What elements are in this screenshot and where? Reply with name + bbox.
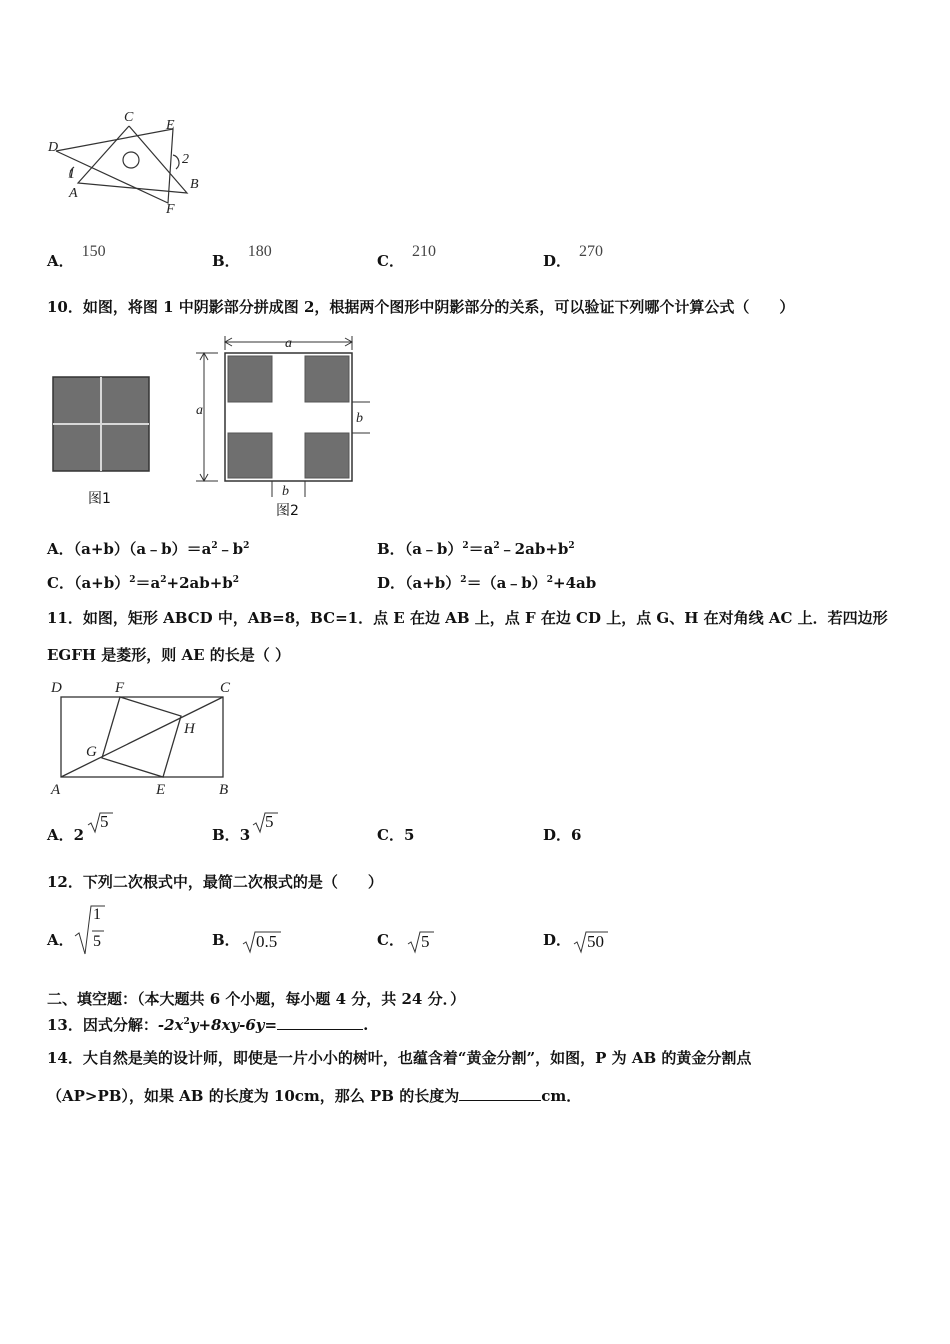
q12-option-c-radicand: 5	[421, 932, 430, 951]
q10-figure-1	[52, 376, 152, 474]
q14-line-1: 14．大自然是美的设计师，即使是一片小小的树叶，也蕴含着“黄金分割”，如图，P 为 AB 的黄金分割点	[47, 1049, 752, 1067]
q12-option-b-radicand: 0.5	[256, 932, 278, 951]
q10-fig2-label-b-bottom: b	[282, 484, 289, 499]
q11-stem-line-2: EGFH 是菱形，则 AE 的长是（ ）	[47, 646, 291, 664]
q13-expr-part: -2x	[157, 1016, 184, 1034]
q13-expr-sup: 2	[183, 1017, 190, 1027]
option-letter: B．	[212, 931, 240, 949]
q11-label-d: D	[51, 680, 62, 696]
option-letter: D．	[543, 252, 572, 270]
q9-option-b[interactable]	[212, 243, 272, 271]
q10-option-c[interactable]	[47, 572, 239, 593]
q12-option-b[interactable]	[212, 929, 240, 950]
option-letter: B．	[212, 252, 240, 270]
option-letter: A．	[47, 826, 74, 844]
q9-angle-2-arc	[173, 155, 179, 169]
q11-figure	[45, 675, 245, 800]
formula-sup: 2	[129, 575, 136, 585]
q11-label-c: C	[220, 680, 231, 696]
q10-option-d[interactable]	[377, 572, 596, 593]
formula-sup: 2	[232, 575, 240, 585]
q11-label-h: H	[184, 721, 195, 737]
q9-figure	[40, 105, 220, 220]
formula-sup: 2	[243, 541, 250, 551]
q12-stem: 12．下列二次根式中，最简二次根式的是（ ）	[47, 873, 383, 891]
q10-figure-1-caption: 图1	[88, 491, 111, 507]
formula-sup: 2	[493, 541, 500, 551]
q11-label-f: F	[115, 680, 125, 696]
q13-line	[47, 1014, 368, 1035]
option-letter: C．	[47, 574, 74, 592]
q11-option-d[interactable]	[543, 824, 581, 845]
q11-option-b[interactable]	[212, 812, 274, 845]
q9-label-b: B	[190, 177, 199, 192]
q14-line-2-prefix: （AP>PB），如果 AB 的长度为 10cm，那么 PB 的长度为	[47, 1087, 460, 1105]
q12-option-d[interactable]	[543, 929, 571, 950]
q11-diagonal-ac	[61, 697, 223, 777]
q9-label-d: D	[48, 140, 59, 155]
section-2-title: 二、填空题：（本大题共 6 个小题，每小题 4 分，共 24 分．）	[47, 990, 466, 1008]
q12-option-a-denominator: 5	[93, 933, 101, 950]
option-letter: B．	[377, 540, 405, 558]
q10-figure-2	[190, 332, 380, 502]
formula-part: （a+b）	[73, 574, 130, 592]
q11-label-a: A	[51, 782, 61, 798]
formula-part: +4ab	[553, 574, 597, 592]
formula-part: ＝a	[135, 574, 161, 592]
formula-part: ﹣2ab+b	[499, 540, 569, 558]
option-value: 210	[411, 243, 436, 260]
option-value: 270	[579, 243, 604, 260]
q10-option-a[interactable]	[47, 538, 249, 559]
option-letter: C．	[377, 826, 404, 844]
formula-sup: 2	[462, 541, 469, 551]
q12-option-d-radicand: 50	[587, 932, 604, 951]
option-value: 6	[571, 826, 582, 844]
option-letter: A．	[47, 540, 74, 558]
q13-expr-part: y+8xy-6y=	[189, 1016, 278, 1034]
option-letter: C．	[377, 931, 404, 949]
q11-option-c[interactable]	[377, 824, 414, 845]
option-letter: D．	[543, 826, 572, 844]
formula-sup: 2	[546, 575, 554, 585]
formula-sup: 2	[211, 541, 218, 551]
q11-stem-line-1: 11．如图，矩形 ABCD 中，AB=8，BC=1．点 E 在边 AB 上，点 F 在边 CD 上，点 G、H 在对角线 AC 上．若四边形	[47, 609, 888, 627]
option-coefficient: 3	[239, 826, 251, 844]
option-letter: D．	[377, 574, 406, 592]
formula-part: +2ab+b	[166, 574, 233, 592]
q9-option-d[interactable]	[543, 243, 604, 271]
q11-label-b: B	[219, 782, 229, 798]
q14-answer-blank[interactable]	[459, 1100, 541, 1101]
q9-label-f: F	[166, 202, 175, 217]
q12-option-a-radical-icon	[73, 904, 109, 956]
q13-prefix: 13．因式分解：	[47, 1016, 158, 1034]
q9-option-a[interactable]	[47, 243, 106, 271]
formula-sup: 2	[460, 575, 467, 585]
formula-part: ＝a	[468, 540, 494, 558]
q9-label-e: E	[166, 118, 175, 133]
option-letter: C．	[377, 252, 404, 270]
formula-part: （a+b）	[405, 574, 461, 592]
q9-label-a: A	[69, 186, 78, 201]
q12-option-a-numerator: 1	[93, 906, 101, 923]
q11-option-a[interactable]	[47, 812, 109, 845]
formula-part: （a﹣b）	[404, 540, 463, 558]
option-radicand: 5	[265, 812, 274, 831]
q12-option-a[interactable]	[47, 929, 74, 950]
q9-option-c[interactable]	[377, 243, 436, 271]
q12-option-c[interactable]	[377, 929, 404, 950]
q10-option-b[interactable]	[377, 538, 575, 559]
q10-fig2-label-a-left: a	[196, 403, 203, 418]
q9-label-2: 2	[182, 152, 189, 167]
option-value: 180	[247, 243, 272, 260]
q10-fig2-label-a-top: a	[285, 336, 292, 351]
q11-label-g: G	[86, 744, 97, 760]
formula-part: ﹣b	[217, 540, 244, 558]
option-letter: D．	[543, 931, 572, 949]
option-letter: B．	[212, 826, 240, 844]
q9-label-c: C	[124, 110, 134, 125]
formula-sup: 2	[160, 575, 167, 585]
q10-fig2-label-b-right: b	[356, 411, 363, 426]
option-value: 5	[403, 826, 415, 844]
formula-part: （a+b）（a﹣b）＝a	[73, 540, 212, 558]
q9-label-1: 1	[68, 167, 75, 182]
q10-stem: 10．如图，将图 1 中阴影部分拼成图 2，根据两个图形中阴影部分的关系，可以验证下列哪个计算公式（ ）	[47, 298, 795, 316]
q14-line-2	[47, 1085, 581, 1106]
q11-label-e: E	[156, 782, 166, 798]
q10-figure-2-caption: 图2	[276, 503, 299, 519]
option-radicand: 5	[100, 812, 109, 831]
q13-answer-blank[interactable]	[277, 1029, 363, 1030]
option-coefficient: 2	[73, 826, 85, 844]
formula-part: ＝（a﹣b）	[466, 574, 547, 592]
q9-angle-marker-circle	[123, 152, 139, 168]
q13-suffix: .	[363, 1016, 369, 1034]
q14-line-2-suffix: cm．	[541, 1087, 582, 1105]
option-letter: A．	[47, 252, 74, 270]
formula-sup: 2	[568, 541, 575, 551]
option-letter: A．	[47, 931, 74, 949]
option-value: 150	[81, 243, 106, 260]
